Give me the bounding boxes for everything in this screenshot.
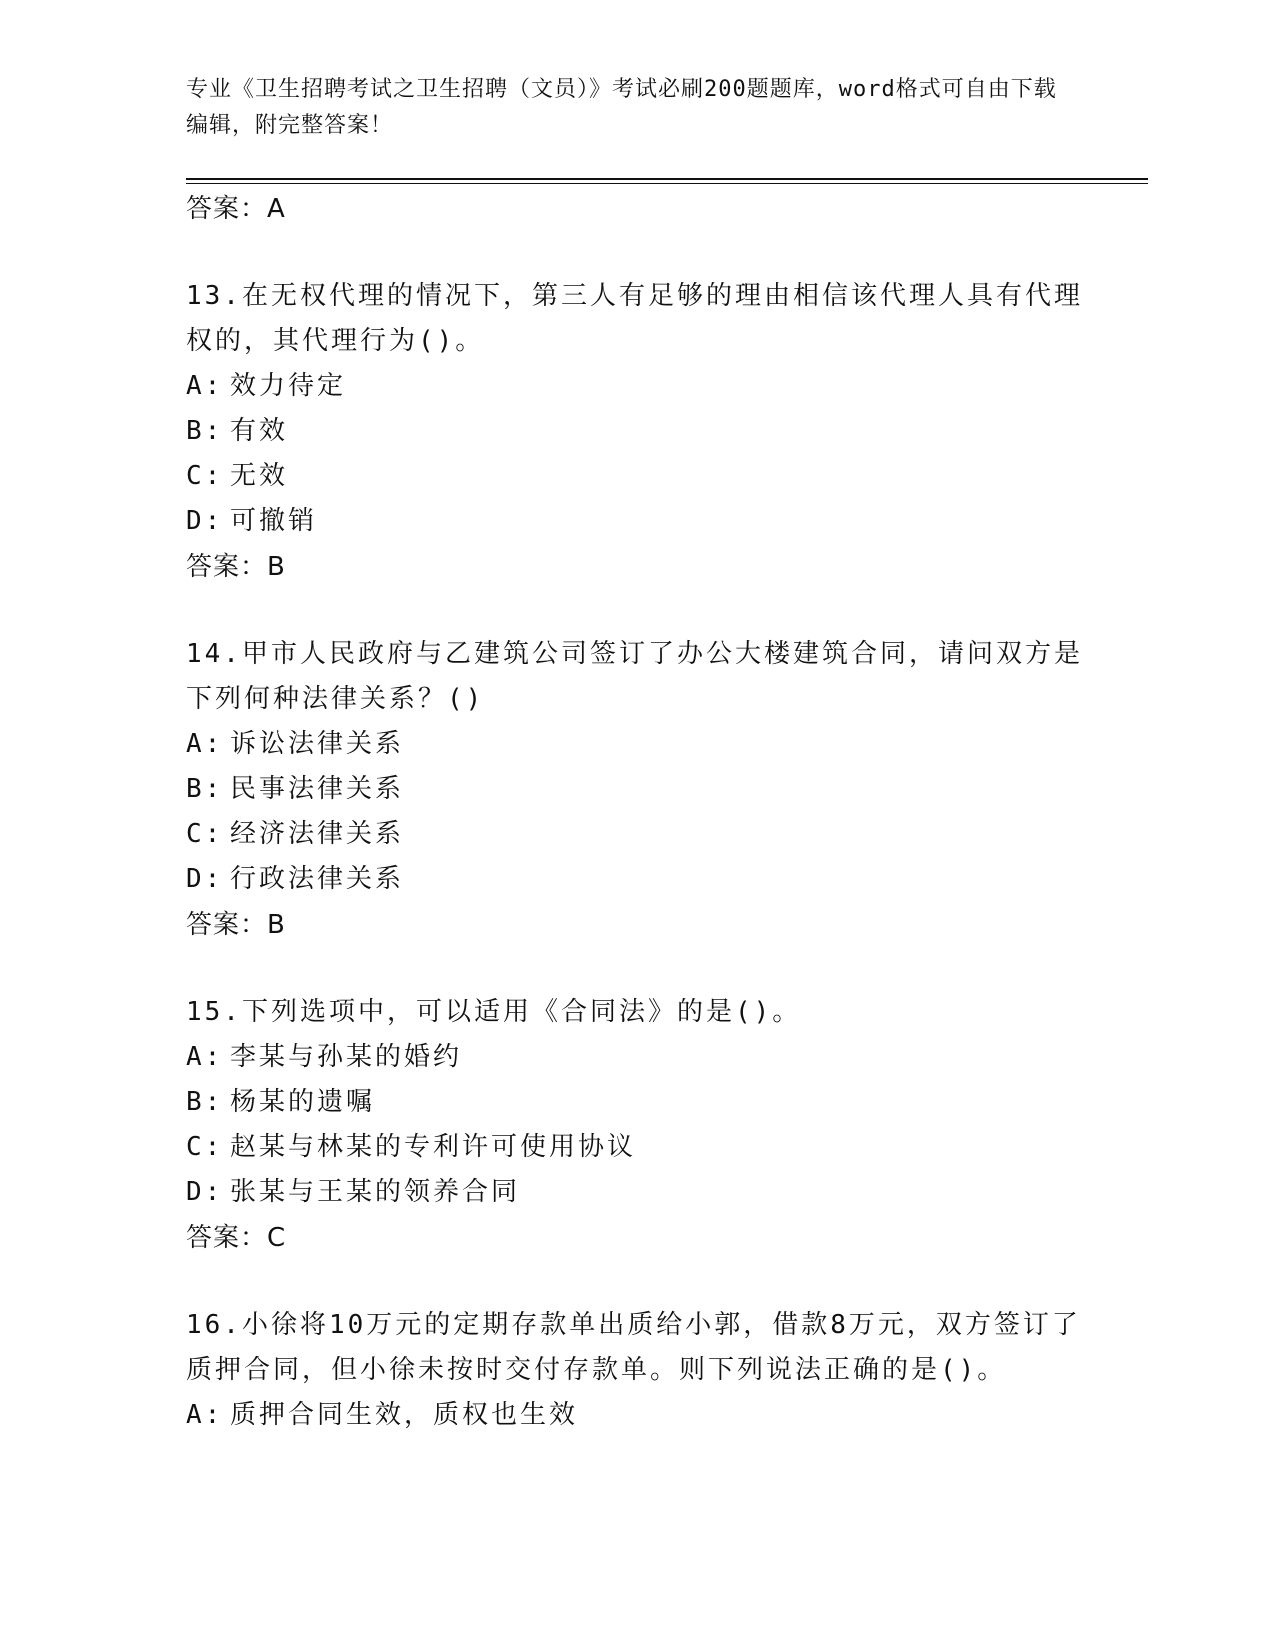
option-c [186,1125,1086,1170]
header-rule-thick [186,178,1148,180]
question-text: 15.下列选项中，可以适用《合同法》的是()。 [186,997,802,1027]
option-text: 民事法律关系 [230,774,405,804]
option-d [186,857,1086,902]
question-13 [186,274,1086,590]
option-text: 经济法律关系 [230,819,405,849]
question-text: 13.在无权代理的情况下，第三人有足够的理由相信该代理人具有代理权的，其代理行为()。 [186,281,1083,356]
option-text: 杨某的遗嘱 [230,1087,376,1117]
option-c [186,454,1086,499]
option-letter: C: [186,461,224,491]
option-letter: A: [186,1042,224,1072]
option-text: 无效 [230,461,289,491]
option-b [186,767,1086,812]
option-text: 张某与王某的领养合同 [230,1177,521,1207]
question-list [186,186,1086,1438]
option-letter: D: [186,1177,224,1207]
option-b [186,1080,1086,1125]
option-letter: D: [186,864,224,894]
answer-line: 答案：B [186,552,286,582]
answer-line: 答案：B [186,910,286,940]
option-a [186,364,1086,409]
option-letter: A: [186,729,224,759]
option-b [186,409,1086,454]
question-14 [186,632,1086,948]
answer-line: 答案：C [186,1223,287,1253]
option-letter: C: [186,1132,224,1162]
option-a [186,722,1086,767]
option-text: 赵某与林某的专利许可使用协议 [230,1132,637,1162]
question-16 [186,1303,1086,1438]
option-text: 行政法律关系 [230,864,405,894]
option-letter: A: [186,371,224,401]
document-header: 专业《卫生招聘考试之卫生招聘（文员）》考试必刷200题题库，word格式可自由下载编辑，附完整答案！ [186,77,1057,138]
question-15 [186,990,1086,1261]
question-text: 16.小徐将10万元的定期存款单出质给小郭，借款8万元，双方签订了质押合同，但小徐未按时交付存款单。则下列说法正确的是()。 [186,1310,1081,1385]
option-letter: A: [186,1400,224,1430]
option-text: 可撤销 [230,506,318,536]
option-letter: B: [186,1087,224,1117]
answer-line: 答案：A [186,194,286,224]
option-text: 效力待定 [230,371,347,401]
option-a [186,1035,1086,1080]
option-c [186,812,1086,857]
option-d [186,499,1086,544]
option-a [186,1393,1086,1438]
header-rule-thin [186,183,1148,184]
option-text: 李某与孙某的婚约 [230,1042,463,1072]
option-letter: B: [186,416,224,446]
option-text: 有效 [230,416,289,446]
question-text: 14.甲市人民政府与乙建筑公司签订了办公大楼建筑合同，请问双方是下列何种法律关系？() [186,639,1083,714]
option-text: 诉讼法律关系 [230,729,405,759]
option-letter: B: [186,774,224,804]
option-letter: D: [186,506,224,536]
option-letter: C: [186,819,224,849]
option-d [186,1170,1086,1215]
option-text: 质押合同生效，质权也生效 [230,1400,579,1430]
